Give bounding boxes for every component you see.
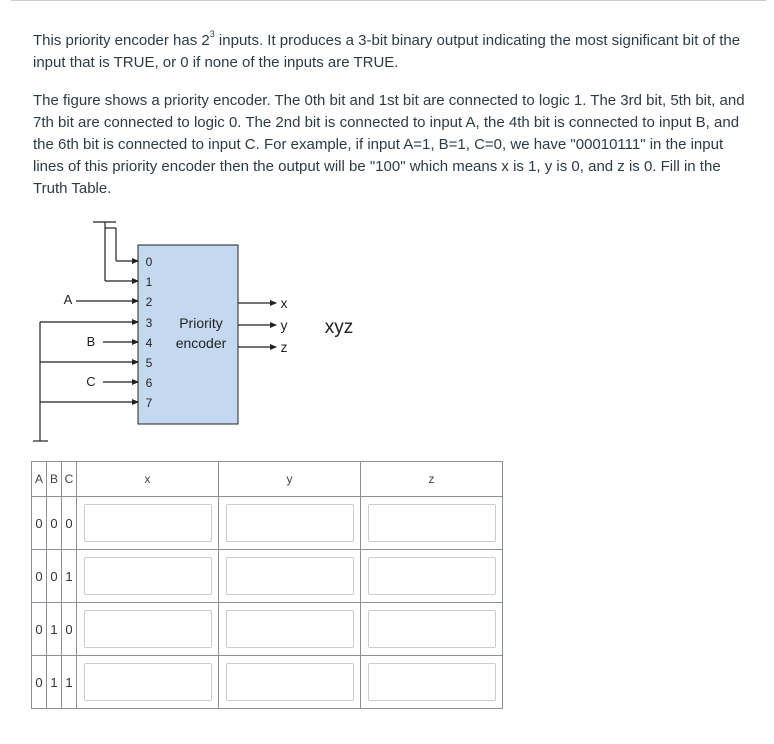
answer-input-x[interactable] bbox=[84, 557, 212, 595]
input-a-label: A bbox=[63, 292, 73, 307]
pin-label-4: 4 bbox=[145, 336, 153, 350]
table-row bbox=[32, 656, 503, 709]
output-wiring bbox=[238, 303, 276, 347]
header-a: A bbox=[32, 462, 47, 497]
answer-input-y[interactable] bbox=[226, 663, 354, 701]
pin-label-3: 3 bbox=[145, 316, 153, 330]
pin-label-1: 1 bbox=[145, 275, 153, 289]
output-y-label: y bbox=[280, 317, 288, 333]
header-x: x bbox=[77, 462, 219, 497]
cell-b: 0 bbox=[47, 497, 62, 550]
cell-c: 0 bbox=[62, 603, 77, 656]
cell-b: 0 bbox=[47, 550, 62, 603]
pin-label-2: 2 bbox=[145, 295, 153, 309]
cell-x bbox=[77, 603, 219, 656]
pin-label-5: 5 bbox=[145, 356, 153, 370]
answer-input-z[interactable] bbox=[368, 663, 496, 701]
cell-z bbox=[361, 656, 503, 709]
cell-y bbox=[219, 603, 361, 656]
encoder-label-line1: Priority bbox=[179, 315, 223, 331]
output-z-label: z bbox=[280, 339, 288, 355]
question-paragraph-2: The figure shows a priority encoder. The 0th bit and 1st bit are connected to logic 1. The 3rd bit, 5th bit, and 7th bit are connected to logic 0. The 2nd bit is connected to input A, the 4th bit is connected to input B, and the 6th bit is connected to input C. For example, if input A=1, B=1, C=0, we have "00010111" in the input lines of this priority encoder then the output will be "100" which means x is 1, y is 0, and z is 0. Fill in the Truth Table. bbox=[33, 92, 745, 197]
answer-input-x[interactable] bbox=[84, 610, 212, 648]
cell-a: 0 bbox=[32, 656, 47, 709]
table-row bbox=[32, 603, 503, 656]
cell-c: 0 bbox=[62, 497, 77, 550]
cell-a: 0 bbox=[32, 603, 47, 656]
answer-input-x[interactable] bbox=[84, 663, 212, 701]
cell-y bbox=[219, 497, 361, 550]
input-c-label: C bbox=[86, 374, 96, 389]
cell-a: 0 bbox=[32, 497, 47, 550]
header-y: y bbox=[219, 462, 361, 497]
cell-y bbox=[219, 550, 361, 603]
cell-z bbox=[361, 550, 503, 603]
cell-b: 1 bbox=[47, 656, 62, 709]
cell-z bbox=[361, 603, 503, 656]
truth-table-header bbox=[32, 462, 503, 497]
cell-c: 1 bbox=[62, 550, 77, 603]
para1-exponent: 3 bbox=[209, 29, 215, 39]
header-c: C bbox=[62, 462, 77, 497]
header-z: z bbox=[361, 462, 503, 497]
table-row bbox=[32, 497, 503, 550]
pin-label-6: 6 bbox=[145, 376, 153, 390]
cell-c: 1 bbox=[62, 656, 77, 709]
cell-x bbox=[77, 550, 219, 603]
output-x-label: x bbox=[280, 295, 288, 311]
question-paragraph-1 bbox=[33, 30, 753, 74]
answer-input-z[interactable] bbox=[368, 557, 496, 595]
table-row bbox=[32, 550, 503, 603]
priority-encoder-diagram bbox=[0, 210, 400, 455]
answer-input-y[interactable] bbox=[226, 504, 354, 542]
cell-x bbox=[77, 497, 219, 550]
encoder-label-line2: encoder bbox=[175, 335, 227, 351]
answer-input-x[interactable] bbox=[84, 504, 212, 542]
answer-input-y[interactable] bbox=[226, 557, 354, 595]
cell-x bbox=[77, 656, 219, 709]
para1-text-rest: inputs. It produces a 3-bit binary output indicating the most significant bit of the input that is TRUE, or 0 if none of the inputs are TRUE. bbox=[33, 32, 741, 71]
top-divider bbox=[11, 0, 766, 1]
header-b: B bbox=[47, 462, 62, 497]
answer-input-z[interactable] bbox=[368, 504, 496, 542]
output-group-label: xyz bbox=[324, 317, 354, 338]
input-b-label: B bbox=[86, 334, 96, 349]
answer-input-z[interactable] bbox=[368, 610, 496, 648]
cell-b: 1 bbox=[47, 603, 62, 656]
pin-label-7: 7 bbox=[145, 396, 153, 410]
pin-label-0: 0 bbox=[145, 255, 153, 269]
truth-table bbox=[31, 461, 503, 709]
cell-z bbox=[361, 497, 503, 550]
para1-text: This priority encoder has 2 bbox=[33, 32, 210, 49]
logic-1-wiring bbox=[93, 222, 138, 281]
cell-y bbox=[219, 656, 361, 709]
cell-a: 0 bbox=[32, 550, 47, 603]
answer-input-y[interactable] bbox=[226, 610, 354, 648]
